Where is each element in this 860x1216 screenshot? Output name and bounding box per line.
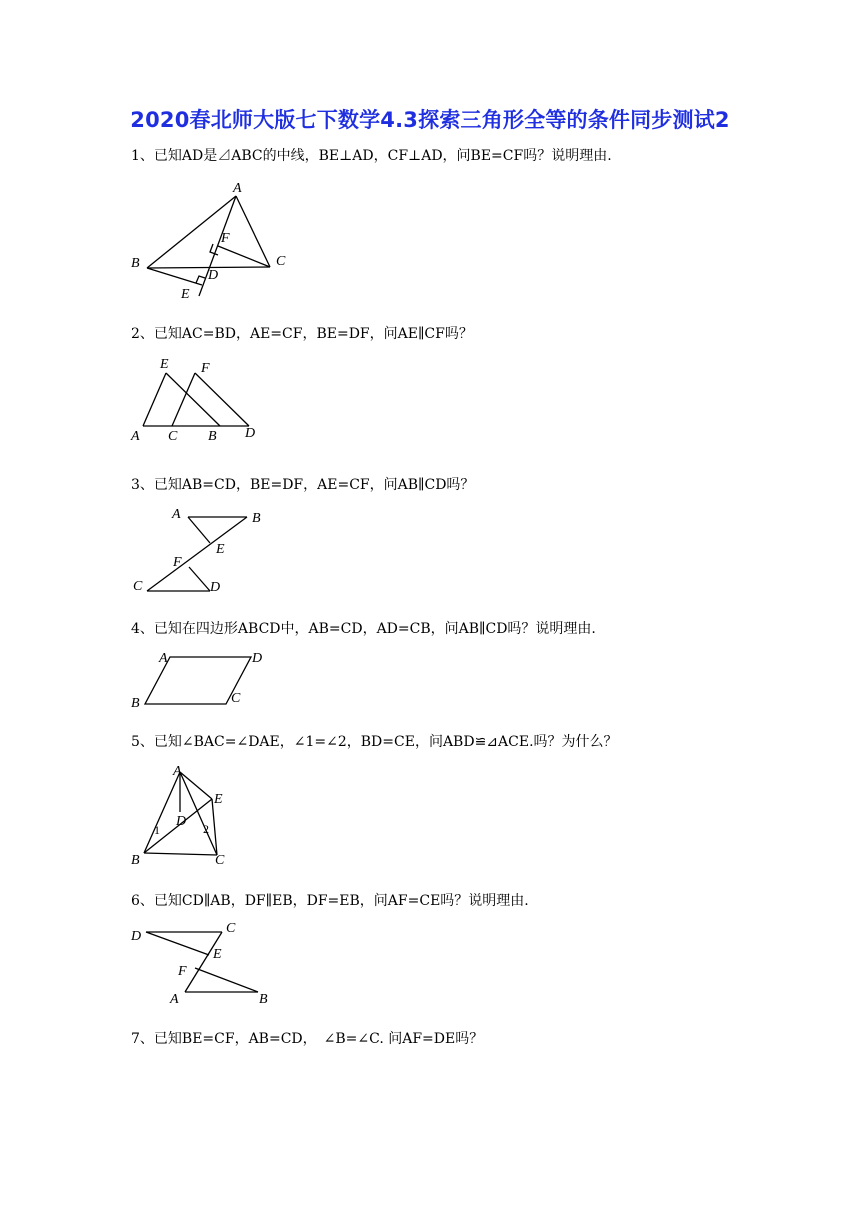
- fig1-label-a: A: [233, 181, 242, 196]
- question-3-text: 3、已知AB=CD，BE=DF，AE=CF，问AB∥CD吗？: [131, 477, 475, 493]
- fig4-label-b: B: [131, 696, 140, 711]
- fig5-angle-2: 2: [203, 822, 209, 836]
- fig6-label-e: E: [213, 947, 222, 962]
- question-7-text: 7、已知BE=CF，AB=CD， ∠B=∠C. 问AF=DE吗？: [131, 1031, 484, 1047]
- fig1-label-f: F: [221, 231, 230, 246]
- fig5-label-c: C: [215, 853, 225, 868]
- fig4-label-c: C: [231, 691, 241, 706]
- fig1-label-c: C: [276, 254, 286, 269]
- fig2-label-e: E: [160, 357, 169, 372]
- fig3-label-e: E: [216, 542, 225, 557]
- fig4-label-a: A: [159, 651, 168, 666]
- fig5-angle-1: 1: [154, 823, 160, 837]
- fig6-label-f: F: [178, 964, 187, 979]
- question-6-text: 6、已知CD∥AB，DF∥EB，DF=EB，问AF=CE吗？说明理由.: [131, 893, 529, 909]
- fig5-label-b: B: [131, 853, 140, 868]
- fig4-label-d: D: [252, 651, 263, 666]
- fig5-label-d: D: [176, 814, 187, 829]
- fig1-label-e: E: [181, 287, 190, 302]
- question-4-text: 4、已知在四边形ABCD中，AB=CD，AD=CB，问AB∥CD吗？说明理由.: [131, 621, 596, 637]
- fig5-label-e: E: [214, 792, 223, 807]
- fig5-label-a: A: [173, 764, 182, 779]
- fig6-label-b: B: [259, 992, 268, 1007]
- fig1-label-b: B: [131, 256, 140, 271]
- fig6-label-a: A: [170, 992, 179, 1007]
- fig2-label-f: F: [201, 361, 210, 376]
- question-1-text: 1、已知AD是⊿ABC的中线，BE⊥AD，CF⊥AD，问BE=CF吗？说明理由.: [131, 148, 612, 164]
- question-2-text: 2、已知AC=BD，AE=CF，BE=DF，问AE∥CF吗？: [131, 326, 473, 342]
- fig2-label-a: A: [131, 429, 140, 444]
- document-title: 2020春北师大版七下数学4.3探索三角形全等的条件同步测试2: [130, 108, 730, 132]
- fig3-label-d: D: [210, 580, 221, 595]
- fig3-label-f: F: [173, 555, 182, 570]
- fig3-label-a: A: [172, 507, 181, 522]
- fig6-label-c: C: [226, 921, 236, 936]
- fig2-label-c: C: [168, 429, 178, 444]
- fig3-label-b: B: [252, 511, 261, 526]
- fig2-label-b: B: [208, 429, 217, 444]
- fig3-label-c: C: [133, 579, 143, 594]
- fig6-label-d: D: [131, 929, 142, 944]
- question-5-text: 5、已知∠BAC=∠DAE，∠1=∠2，BD=CE，问ABD≌⊿ACE.吗？为什么？: [131, 734, 618, 750]
- fig1-label-d: D: [208, 268, 219, 283]
- fig2-label-d: D: [245, 426, 256, 441]
